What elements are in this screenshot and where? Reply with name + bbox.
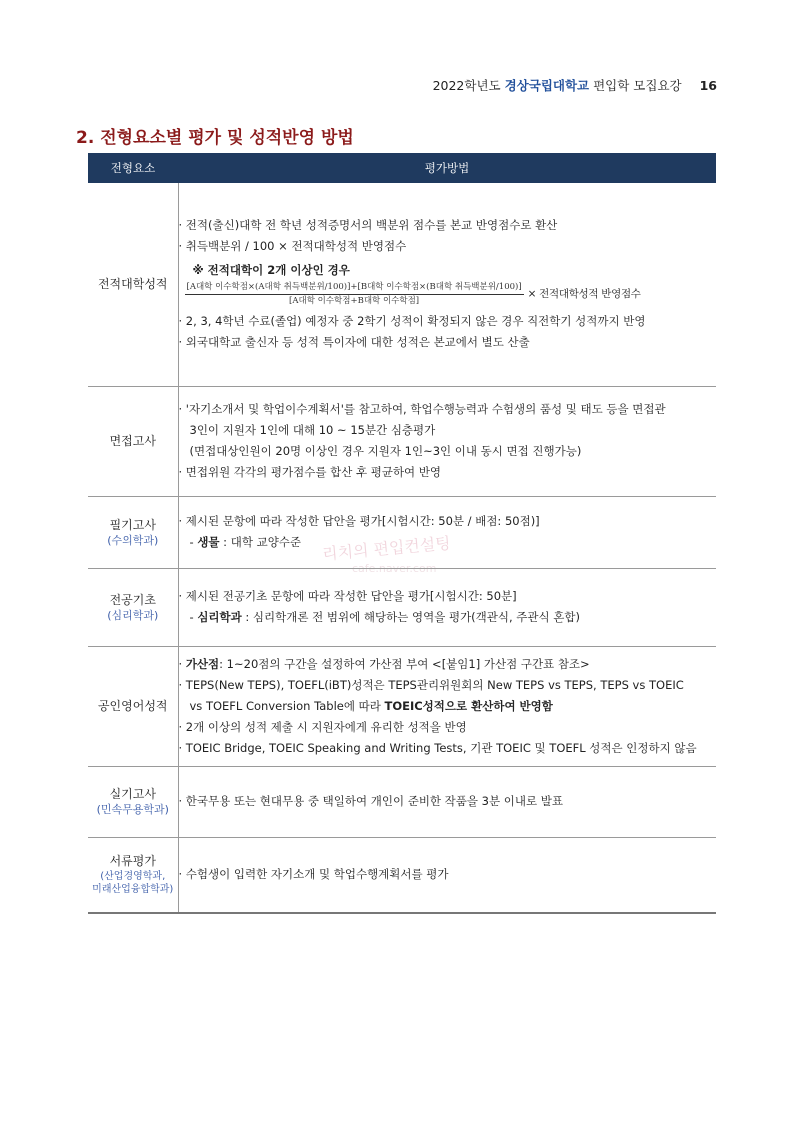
note-line: ※ 전적대학이 2개 이상인 경우 [192, 263, 350, 278]
formula-fraction [185, 282, 524, 307]
method-line: · TEPS(New TEPS), TOEFL(iBT)성적은 TEPS관리위원회의 New TEPS vs TEPS, TEPS vs TOEIC [178, 677, 684, 692]
line-rest: : 1~20점의 구간을 설정하여 가산점 부여 <[붙임1] 가산점 구간표 참조> [219, 656, 590, 671]
element-label: 공인영어성적 [97, 698, 168, 713]
method-line [179, 696, 717, 717]
row-method [178, 568, 716, 646]
detail-bold: 심리학과 [197, 610, 242, 624]
detail-prefix: - [189, 610, 198, 624]
method-detail [179, 607, 717, 628]
method-line: · '자기소개서 및 학업이수계획서'를 참고하여, 학업수행능력과 수험생의 품성 및 태도 등을 면접관 [178, 402, 666, 416]
row-element [88, 646, 178, 766]
col-header-element: 전형요소 [88, 153, 178, 183]
method-line: · 제시된 전공기초 문항에 따라 작성한 답안을 평가[시험시간: 50분] [178, 589, 517, 603]
table-row [88, 568, 716, 646]
row-element [88, 568, 178, 646]
method-line: · 면접위원 각각의 평가점수를 합산 후 평균하여 반영 [178, 465, 442, 479]
table-header-row [88, 153, 716, 183]
element-label: 실기고사 [109, 787, 156, 801]
page-header [433, 76, 717, 94]
line-prefix: · [178, 656, 186, 671]
method-line: · 외국대학교 출신자 등 성적 특이자에 대한 성적은 본교에서 별도 산출 [178, 335, 530, 350]
element-label: 면접고사 [109, 433, 156, 448]
element-label: 서류평가 [109, 854, 156, 869]
header-university: 경상국립대학교 [504, 78, 590, 93]
row-element [88, 766, 178, 837]
evaluation-table [88, 153, 716, 914]
table-row [88, 183, 716, 386]
col-header-method: 평가방법 [178, 153, 716, 183]
element-sublabel: (산업경영학과, [100, 871, 166, 883]
header-suffix: 편입학 모집요강 [593, 78, 682, 93]
method-detail [179, 532, 717, 553]
element-sublabel: 미래산업융합학과) [92, 884, 174, 896]
watermark-url: cafe.naver.com [352, 562, 437, 575]
element-label: 전적대학성적 [97, 276, 168, 291]
method-line: · 2, 3, 4학년 수료(졸업) 예정자 중 2학기 성적이 확정되지 않은 경우 직전학기 성적까지 반영 [178, 314, 646, 329]
method-line: (면접대상인원이 20명 이상인 경우 지원자 1인~3인 이내 동시 면접 진행가능) [189, 444, 582, 458]
row-method [178, 766, 716, 837]
section-title: 2. 전형요소별 평가 및 성적반영 방법 [76, 128, 354, 148]
row-element [88, 496, 178, 568]
method-line: · 제시된 문항에 따라 작성한 답안을 평가[시험시간: 50분 / 배점: 50점)] [178, 514, 540, 528]
row-method [178, 183, 716, 386]
table-row [88, 766, 716, 837]
line-bold: TOEIC성적으로 환산하여 반영함 [384, 698, 553, 713]
row-element [88, 386, 178, 496]
element-sublabel: (수의학과) [107, 533, 159, 547]
page-number: 16 [699, 78, 717, 93]
method-line: · 수험생이 입력한 자기소개 및 학업수행계획서를 평가 [178, 867, 449, 882]
element-label: 전공기초 [109, 592, 156, 607]
row-element [88, 183, 178, 386]
method-line [179, 654, 717, 675]
header-year: 2022학년도 [432, 78, 501, 93]
table-row [88, 496, 716, 568]
table-row [88, 646, 716, 766]
row-method [178, 386, 716, 496]
element-sublabel: (심리학과) [107, 608, 159, 622]
table-row [88, 386, 716, 496]
detail-rest: : 심리학개론 전 범위에 해당하는 영역을 평가(객관식, 주관식 혼합) [241, 610, 580, 624]
row-method [178, 646, 716, 766]
detail-prefix: - [189, 535, 198, 549]
line-normal: vs TOEFL Conversion Table에 따라 [189, 698, 385, 713]
formula [185, 282, 717, 307]
method-line: · TOEIC Bridge, TOEIC Speaking and Writing Tests, 기관 TOEIC 및 TOEFL 성적은 인정하지 않음 [178, 740, 697, 755]
formula-denominator: [A대학 이수학점+B대학 이수학점] [289, 296, 420, 307]
detail-bold: 생물 [197, 535, 220, 549]
method-line: · 2개 이상의 성적 제출 시 지원자에게 유리한 성적을 반영 [178, 719, 467, 734]
table-row [88, 837, 716, 913]
method-line: · 한국무용 또는 현대무용 중 택일하여 개인이 준비한 작품을 3분 이내로 발표 [178, 794, 563, 808]
element-sublabel: (민속무용학과) [96, 803, 169, 816]
formula-numerator: [A대학 이수학점×(A대학 취득백분위/100)]+[B대학 이수학점×(B대학 취득백분위/100)] [185, 282, 524, 295]
detail-rest: : 대학 교양수준 [219, 535, 302, 549]
method-line: 3인이 지원자 1인에 대해 10 ~ 15분간 심층평가 [189, 423, 436, 437]
formula-multiplier: × 전적대학성적 반영점수 [527, 288, 641, 301]
row-method [178, 837, 716, 913]
element-label: 필기고사 [109, 517, 156, 532]
row-method [178, 496, 716, 568]
watermark: 리치의 편입컨설팅 [321, 533, 452, 564]
method-line: · 전적(출신)대학 전 학년 성적증명서의 백분위 점수를 본교 반영점수로 환산 [178, 218, 558, 233]
method-line: · 취득백분위 / 100 × 전적대학성적 반영점수 [178, 239, 407, 254]
row-element [88, 837, 178, 913]
line-bold: 가산점 [185, 656, 220, 671]
